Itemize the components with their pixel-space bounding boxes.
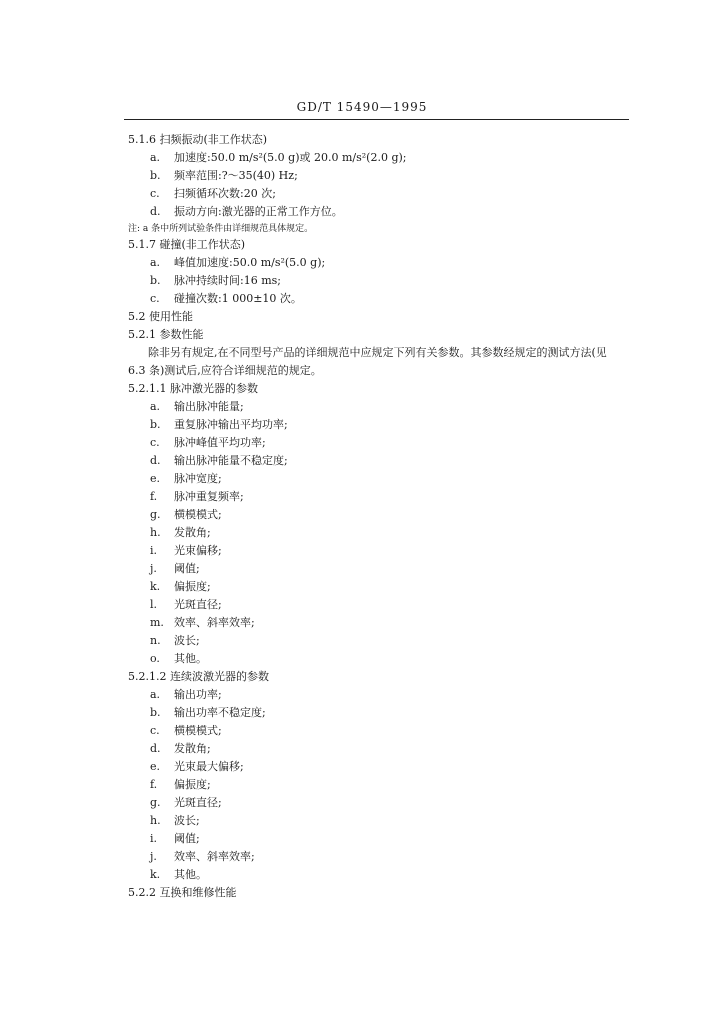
list-item <box>150 205 343 219</box>
list-item-text: 脉冲持续时间:16 ms; <box>174 274 281 287</box>
list-item-text: 碰撞次数:1 000±10 次。 <box>174 292 302 305</box>
list-item-text: 输出功率不稳定度; <box>174 706 266 719</box>
list-item-text: 脉冲重复频率; <box>174 490 244 503</box>
list-item-label: l. <box>150 598 158 611</box>
list-item-label: j. <box>150 562 157 575</box>
list-item-text: 振动方向:激光器的正常工作方位。 <box>174 205 343 218</box>
list-item-text: 频率范围:?～35(40) Hz; <box>174 169 298 182</box>
list-item <box>150 418 288 432</box>
list-item-text: 其他。 <box>174 652 207 665</box>
list-item <box>150 292 302 306</box>
list-item-text: 输出脉冲能量不稳定度; <box>174 454 288 467</box>
list-item-label: c. <box>150 292 160 305</box>
list-item-text: 光束最大偏移; <box>174 760 244 773</box>
list-item <box>150 868 207 882</box>
header-rule <box>124 119 629 120</box>
list-item-label: k. <box>150 580 161 593</box>
list-item-text: 加速度:50.0 m/s²(5.0 g)或 20.0 m/s²(2.0 g); <box>174 151 407 164</box>
list-item-label: a. <box>150 400 161 413</box>
list-item-text: 光束偏移; <box>174 544 222 557</box>
list-item <box>150 274 281 288</box>
list-item-text: 脉冲宽度; <box>174 472 222 485</box>
list-item-label: b. <box>150 169 161 182</box>
list-item-label: i. <box>150 832 158 845</box>
list-item-text: 重复脉冲输出平均功率; <box>174 418 288 431</box>
list-item-text: 阈值; <box>174 562 200 575</box>
list-item-label: h. <box>150 814 161 827</box>
list-item-label: f. <box>150 490 158 503</box>
list-item-label: h. <box>150 526 161 539</box>
list-item-label: d. <box>150 454 161 467</box>
list-item <box>150 778 211 792</box>
list-item <box>150 187 276 201</box>
paragraph-line: 6.3 条)测试后,应符合详细规范的规定。 <box>128 364 322 377</box>
list-item-text: 扫频循环次数:20 次; <box>174 187 276 200</box>
list-item-text: 发散角; <box>174 526 211 539</box>
list-item-text: 其他。 <box>174 868 207 881</box>
section-heading-5-1-7: 5.1.7 碰撞(非工作状态) <box>128 238 246 251</box>
list-item-label: j. <box>150 850 157 863</box>
list-item <box>150 436 266 450</box>
list-item <box>150 796 222 810</box>
list-item <box>150 490 244 504</box>
section-heading-5-2-2: 5.2.2 互换和维修性能 <box>128 886 237 899</box>
section-heading-5-1-6: 5.1.6 扫频振动(非工作状态) <box>128 133 268 146</box>
list-item <box>150 598 222 612</box>
list-item-label: c. <box>150 436 160 449</box>
list-item-text: 偏振度; <box>174 778 211 791</box>
list-item <box>150 400 244 414</box>
list-item <box>150 169 298 183</box>
list-item-text: 效率、斜率效率; <box>174 850 255 863</box>
list-item-label: m. <box>150 616 164 629</box>
list-item-label: e. <box>150 472 161 485</box>
list-item <box>150 634 200 648</box>
list-item-label: a. <box>150 151 161 164</box>
list-item-label: o. <box>150 652 160 665</box>
list-item-text: 偏振度; <box>174 580 211 593</box>
list-item-label: c. <box>150 724 160 737</box>
list-item-text: 波长; <box>174 634 200 647</box>
list-item-label: a. <box>150 688 161 701</box>
list-item-text: 输出功率; <box>174 688 222 701</box>
list-item <box>150 544 222 558</box>
list-item-label: d. <box>150 742 161 755</box>
note-text: 注: a 条中所列试验条件由详细规范具体规定。 <box>128 224 314 234</box>
list-item-label: b. <box>150 274 161 287</box>
list-item <box>150 814 200 828</box>
list-item-text: 输出脉冲能量; <box>174 400 244 413</box>
list-item <box>150 472 222 486</box>
list-item-label: g. <box>150 508 161 521</box>
list-item-label: e. <box>150 760 161 773</box>
list-item-label: g. <box>150 796 161 809</box>
list-item <box>150 652 207 666</box>
list-item-label: n. <box>150 634 161 647</box>
list-item <box>150 832 200 846</box>
list-item-text: 横模模式; <box>174 508 222 521</box>
page-header-standard-number: GD/T 15490—1995 <box>296 100 428 114</box>
list-item-label: k. <box>150 868 161 881</box>
list-item-text: 光斑直径; <box>174 598 222 611</box>
list-item-text: 峰值加速度:50.0 m/s²(5.0 g); <box>174 256 326 269</box>
list-item-text: 横模模式; <box>174 724 222 737</box>
list-item-text: 发散角; <box>174 742 211 755</box>
list-item <box>150 526 211 540</box>
list-item <box>150 616 255 630</box>
list-item-text: 阈值; <box>174 832 200 845</box>
list-item <box>150 562 200 576</box>
list-item-label: d. <box>150 205 161 218</box>
list-item <box>150 508 222 522</box>
list-item <box>150 850 255 864</box>
list-item-text: 效率、斜率效率; <box>174 616 255 629</box>
list-item <box>150 760 244 774</box>
section-heading-5-2: 5.2 使用性能 <box>128 310 193 323</box>
section-heading-5-2-1-2: 5.2.1.2 连续波激光器的参数 <box>128 670 269 683</box>
list-item-text: 波长; <box>174 814 200 827</box>
list-item <box>150 454 288 468</box>
section-heading-5-2-1-1: 5.2.1.1 脉冲激光器的参数 <box>128 382 258 395</box>
list-item <box>150 580 211 594</box>
list-item <box>150 151 407 165</box>
list-item-text: 脉冲峰值平均功率; <box>174 436 266 449</box>
list-item-label: b. <box>150 706 161 719</box>
list-item <box>150 742 211 756</box>
list-item-label: a. <box>150 256 161 269</box>
list-item <box>150 256 325 270</box>
list-item <box>150 688 222 702</box>
list-item-label: i. <box>150 544 158 557</box>
paragraph-line: 除非另有规定,在不同型号产品的详细规范中应规定下列有关参数。其参数经规定的测试方法(见 <box>148 346 607 359</box>
list-item <box>150 724 222 738</box>
list-item-label: b. <box>150 418 161 431</box>
section-heading-5-2-1: 5.2.1 参数性能 <box>128 328 204 341</box>
list-item-label: c. <box>150 187 160 200</box>
list-item <box>150 706 266 720</box>
list-item-text: 光斑直径; <box>174 796 222 809</box>
list-item-label: f. <box>150 778 158 791</box>
